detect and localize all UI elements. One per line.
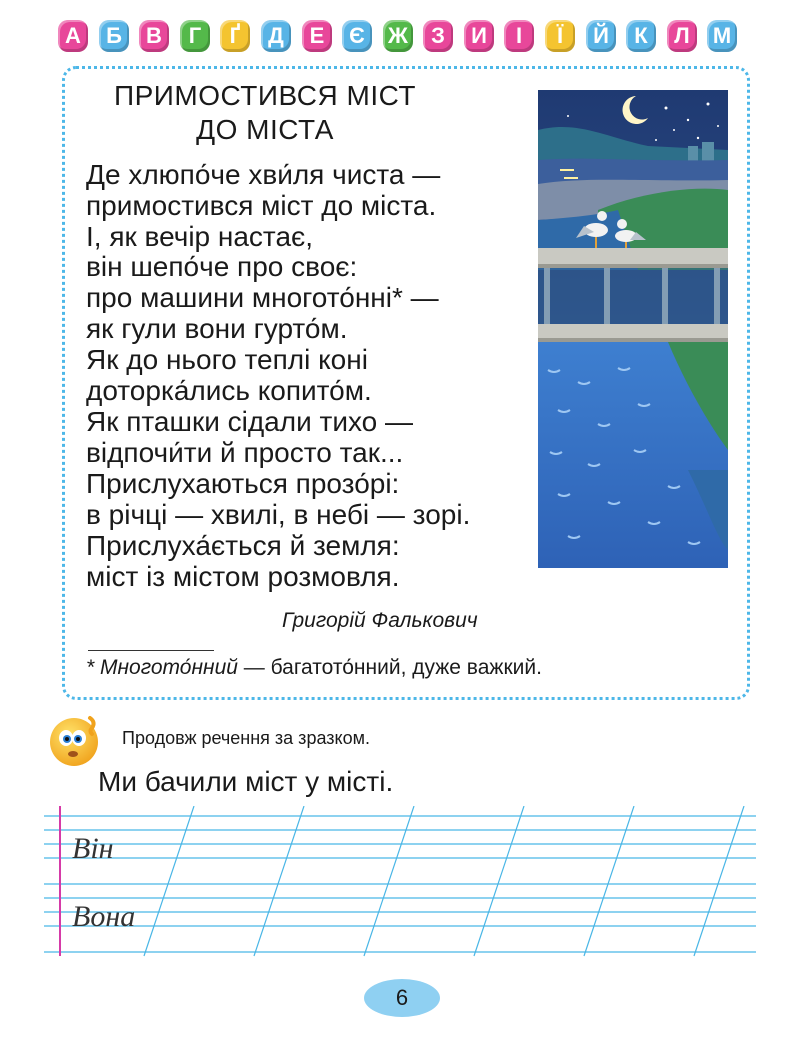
- alphabet-letter: Й: [586, 20, 616, 52]
- alphabet-letter: Є: [342, 20, 372, 52]
- handwriting-word-1: Він: [72, 832, 114, 865]
- poem-line: в річці — хвилі, в небі — зорі.: [86, 499, 471, 530]
- alphabet-letter: А: [58, 20, 88, 52]
- footnote-definition: — багатото́нний, дуже важкий.: [237, 656, 542, 679]
- alphabet-letter: К: [626, 20, 656, 52]
- alphabet-letter: В: [139, 20, 169, 52]
- alphabet-letter: Г: [180, 20, 210, 52]
- alphabet-letter: Ґ: [220, 20, 250, 52]
- poem-line: як гули вони гурто́м.: [86, 313, 348, 344]
- alphabet-letter: М: [707, 20, 737, 52]
- poem-line: Як пташки сідали тихо —: [86, 406, 414, 437]
- task-instruction: Продовж речення за зразком.: [122, 728, 370, 748]
- footnote-rule: [88, 650, 214, 651]
- poem-line: І, як вечір настає,: [86, 221, 314, 252]
- poem-line: доторка́лись копито́м.: [86, 375, 372, 406]
- alphabet-letter: З: [423, 20, 453, 52]
- alphabet-letter: Е: [302, 20, 332, 52]
- poem-title-line-2: ДО МІСТА: [196, 114, 334, 145]
- handwriting-word-2: Вона: [72, 900, 136, 933]
- alphabet-strip: [58, 20, 748, 54]
- poem-line: Як до нього теплі коні: [86, 344, 368, 375]
- poem-line: про машини многото́нні* —: [86, 282, 439, 313]
- alphabet-letter: І: [504, 20, 534, 52]
- page-number: 6: [364, 979, 440, 1017]
- poem-line: він шепо́че про своє:: [86, 251, 358, 282]
- alphabet-letter: Ї: [545, 20, 575, 52]
- poem-line: міст із містом розмовля.: [86, 561, 400, 592]
- sample-sentence: Ми бачили міст у місті.: [98, 766, 394, 797]
- poem-line: Прислухаються прозо́рі:: [86, 468, 400, 499]
- poem-author: Григорій Фалькович: [282, 609, 478, 632]
- footnote-term: * Многото́нний: [86, 656, 238, 679]
- poem-title-line-1: ПРИМОСТИВСЯ МІСТ: [113, 80, 416, 111]
- alphabet-letter: Ж: [383, 20, 413, 52]
- footnote: [86, 656, 542, 680]
- poem-line: відпочи́ти й просто так...: [86, 437, 404, 468]
- poem-line: Прислуха́ється й земля:: [86, 530, 400, 561]
- alphabet-letter: Л: [667, 20, 697, 52]
- poem-line: примостився міст до міста.: [86, 190, 437, 221]
- alphabet-letter: И: [464, 20, 494, 52]
- poem-line: Де хлюпо́че хви́ля чиста —: [86, 159, 441, 190]
- alphabet-letter: Д: [261, 20, 291, 52]
- handwriting-lines: [44, 806, 756, 966]
- alphabet-letter: Б: [99, 20, 129, 52]
- bridge-illustration: [538, 90, 728, 568]
- thinking-emoji-icon: [46, 710, 106, 770]
